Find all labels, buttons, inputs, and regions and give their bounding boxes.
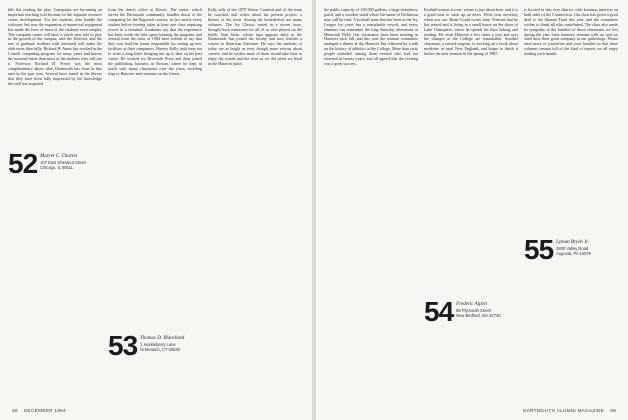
- secretary-name: Marcel C. Charest: [40, 154, 78, 159]
- issue-date: DECEMBER 1984: [23, 409, 66, 414]
- secretary-address: 89 Plymouth Street New Bedford, MA 02740: [456, 308, 501, 318]
- left-column-3: [208, 8, 302, 400]
- secretary-address: 1 Huckleberry Lane Greenwich, CT 06830: [140, 342, 180, 352]
- right-column-3: [524, 8, 618, 400]
- body-text: the public capacity of 100,000 gallons, a huge strawberry patch, and a wooden stand where the name of Dickinson may still be read. A football team that has been in the Ivy League for years has a remarkable record, and every alumnus can remember the long Saturday afternoons at Memorial Field. Our classmates have been meeting in Hanover each fall, and this year the reunion committee arranged a dinner at the Hanover Inn followed by a talk on the history of athletics at the College. More than sixty people attended, among them several who had not returned in twenty years, and all agreed that the evening was a great success.: [324, 8, 418, 66]
- class-heading-55: [524, 234, 618, 266]
- class-year: 52: [8, 148, 38, 179]
- secretary-address: 1800 Valley Road Augusta, PA 16079: [556, 246, 591, 256]
- class-heading-52: [8, 148, 102, 180]
- left-page: [0, 0, 312, 420]
- page-number: 69: [610, 409, 616, 414]
- class-year: 54: [424, 296, 454, 327]
- body-text: Kelly tells of the 1978 Winter Carnival and of the team he coached, and writes about his present project, a history of the town. Among the bookshelves are many volumes. The Ivy Classic, noted in a recent issue, brought back memories for all of us who played on the fields. Sam Stein, whose sign appears daily in the Dartmouth, has joined the faculty and now teaches a course in American literature. He says the students of today are as bright as ever, though more serious about careers, and he wishes more of them would take time to enjoy the woods and the river as we did when we lived in the Hanover plain.: [208, 8, 302, 66]
- body-text: is located in this very district, with business interests on both sides of the Connecticut. Our class has given a good deal to the Alumni Fund this year, and the committee wishes to thank all who contributed. The class also sends its sympathy to the families of those classmates we lost during the year; their memory remains with us, and we shall miss their good company at our gatherings. Please send news of yourselves and your families so that these columns remain full of the kind of reports we all enjoy reading each month.: [524, 8, 618, 57]
- class-heading-54: [424, 296, 518, 328]
- page-number: 68: [12, 409, 18, 414]
- right-page: [316, 0, 628, 420]
- page-folio: [523, 409, 616, 414]
- secretary-name: Frederic Alport: [456, 302, 488, 307]
- secretary-name: Lyman Bryeh Jr.: [556, 240, 589, 245]
- secretary-name: Thomas D. Blanchard: [140, 336, 185, 341]
- class-heading-53: [108, 330, 202, 362]
- body-text: hile flat reading the play. Computers are becoming an important teaching tool because of the separate resource center development. For the students who handle the software; but now the expansion of numerical equipment has made the lives of most of the students even simpler. The computer center will have a whole new role to play in the growth of the campus, said the Director, and the rise of graduate students with terminals will make the shift more than fully. Richard H. Ames has worked in the Cornell computing program for many years and knows the material better than most of the students who will use it. Professor Richard H. Porter was the most complimentary about what Dartmouth has done in this area in the past year. Several have stated in the library that they have been fully impressed by the knowledge the staff has acquired.: [8, 8, 102, 86]
- class-year: 53: [108, 330, 138, 361]
- magazine-name: DARTMOUTH ALUMNI MAGAZINE: [522, 409, 605, 414]
- secretary-address: 107 East Chestnut Street Chicago, IL 60611: [40, 160, 86, 170]
- body-text: Football season is over, winter is just about here, and it is a good time to catch up on news. Write your secretary when you can. Brian Gould writes from Vermont that he has retired and is living in a small house on the shore of Lake Champlain, where he spends his days fishing and reading. He visits Hanover a few times a year and says the changes at the College are remarkable. Another classmate, a retired surgeon, is working on a book about medicine in rural New England, and hopes to finish it before the next reunion in the spring of 1987.: [424, 8, 518, 57]
- class-year: 55: [524, 234, 554, 265]
- left-column-1: [8, 8, 102, 400]
- right-column-1: [324, 8, 418, 400]
- right-column-2: [424, 8, 518, 400]
- body-text: from the dean's office at Kiewit. The center, which serves the Dartmouth community, handles much of the computing for the Pugwash courses; in fact nearly every student before leaving takes at least one class requiring access to a terminal. Graduates say that the experience has been worth the time spent learning the program, and several from the class of 1984 have written to say that they now lead the teams responsible for setting up new facilities at their companies. Harvey Kelly took time out to write a long letter bringing me up to date on his past career. He worked for Riverside Press and then joined the publishing business in Boston, where he kept in touch with many classmates over the years, recalling trips to Hanover and reunions on the Green.: [108, 8, 202, 76]
- page-folio: [12, 409, 66, 414]
